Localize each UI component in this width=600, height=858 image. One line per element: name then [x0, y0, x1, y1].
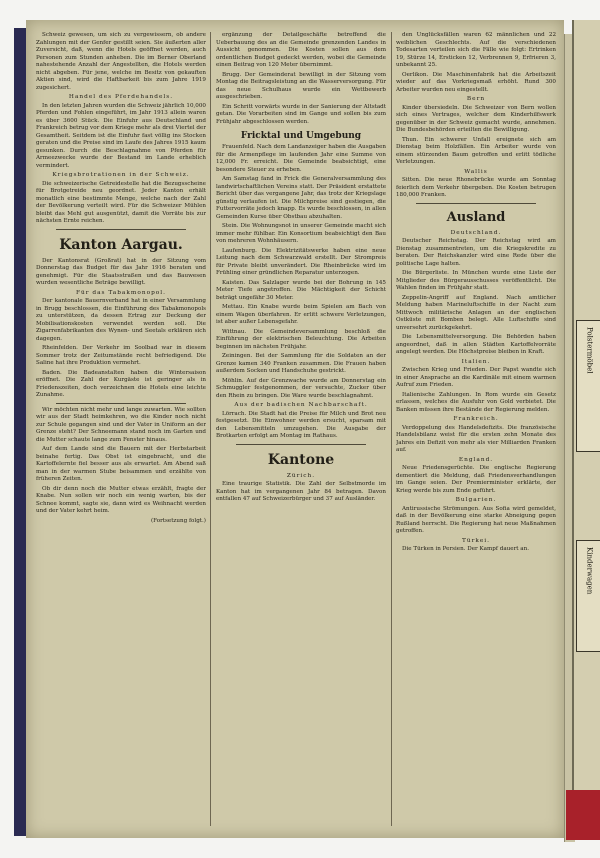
cover-corner: [566, 790, 600, 840]
paragraph: Verdoppelung des Handelsdefizits. Die französische Handelsbilanz weist für die ersten zehn Monate des Jahres ein Defizit von mehr als vier Milliarden Franken auf.: [396, 424, 556, 453]
column-right: [396, 32, 556, 826]
paragraph: (Fortsetzung folgt.): [150, 517, 206, 524]
advertisement-text: Polstermöbel: [585, 327, 594, 374]
section-subheading: Frankreich.: [453, 416, 499, 422]
paragraph: In den letzten Jahren wurden die Schweiz jährlich 10,000 Pferden und Fohlen eingeführt, im Jahr 1913 allein waren es über 3600 Stück. Die Einfuhr aus Deutschland und Frankreich betrug vor dem Kriege mehr als drei Viertel der Gesamtheit. Seitdem ist die Einfuhr fast völlig ins Stocken geraten und die Preise sind im Laufe des Jahres 1915 kaum gesunken. Durch die Beschlagnahme von Pferden für Armeezwecke wurde der Bestand im Lande erheblich vermindert.: [36, 102, 206, 169]
paragraph: Kaisten. Das Salzlager wurde bei der Bohrung in 145 Meter Tiefe angetroffen. Die Mächtigkeit der Schicht beträgt ungefähr 30 Meter.: [216, 279, 386, 301]
adjacent-page: [572, 20, 600, 838]
paragraph: Frauenfeld. Nach dem Landanzeiger haben die Ausgaben für die Armenpflege im laufenden Jahr eine Summe von 12,000 Fr. erreicht. Die Gemeinde beabsichtigt, eine besondere Steuer zu erheben.: [216, 144, 386, 173]
advertisement: [576, 540, 600, 652]
section-heading-ausland: Ausland: [446, 209, 506, 225]
section-heading-kantone: Kantone: [267, 451, 335, 468]
paragraph: Schweiz gewesen, um sich zu vergewissern, ob andere Zahlungen mit der Genfer gestillt seien. Sie äußerten aller Zuversicht, daß, wenn die Hotels geöffnet werden, auch Personen zum Stunden anheben. Die im Berner Oberland nahestehende Anzahl der Angestellten, die Hotels werden nicht abgeben. Für jene, welche im Besitz von gekauften Aktien sind, wird die Haftbarkeit bis zum Jahre 1919 zugesichert.: [36, 32, 206, 91]
divider: [416, 203, 536, 204]
advertisement: [576, 320, 600, 452]
paragraph: Zeiningen. Bei der Sammlung für die Soldaten an der Grenze kamen 340 Franken zusammen. Die Frauen haben außerdem Socken und Handschuhe gestrickt.: [216, 353, 386, 374]
section-subheading: England.: [458, 456, 494, 463]
paragraph: Auf dem Lande sind die Bauern mit der Herbstarbeit beinahe fertig. Das Obst ist eingebracht, und die Kartoffelernte fiel besser aus als erwartet. Am Abend saß man in der warmen Stube beisammen und erzählte von früheren Zeiten.: [36, 446, 206, 482]
section-subheading: Bulgarien.: [455, 497, 497, 503]
paragraph: Laufenburg. Die Elektrizitätswerke haben eine neue Leitung nach dem Schwarzwald erstellt. Der Strompreis für Private bleibt unverändert. Die Rheinbrücke wird im Frühling einer gründlichen Reparatur unterzogen.: [216, 247, 386, 276]
column-middle: [216, 32, 386, 826]
divider: [236, 444, 366, 445]
paragraph: Ein Schritt vorwärts wurde in der Sanierung der Altstadt getan. Die Vorarbeiten sind im Gange und sollen bis zum Frühjahr abgeschlossen werden.: [216, 103, 386, 125]
paragraph: Eine traurige Statistik. Die Zahl der Selbstmorde im Kanton hat im vergangenen Jahr 84 betragen. Davon entfallen 47 auf Schweizerbürger und 37 auf Ausländer.: [216, 481, 386, 502]
section-subheading: Zürich.: [286, 472, 316, 479]
paragraph: Neue Friedensgerüchte. Die englische Regierung dementiert die Meldung, daß Friedensverhandlungen im Gange seien. Der Premierminister erklärte, der Krieg werde bis zum Ende geführt.: [396, 465, 556, 494]
paragraph: Italienische Zahlungen. In Rom wurde ein Gesetz erlassen, welches die Ausfuhr von Gold verbietet. Die Banken müssen ihre Bestände der Regierung melden.: [396, 391, 556, 413]
section-subheading: Aus der badischen Nachbarschaft.: [234, 402, 368, 408]
paragraph: den Unglücksfällen waren 62 männlichen und 22 weiblichen Geschlechts. Auf die verschiedenen Todesarten verteilen sich die Fälle wie folgt: Ertrinken 19, Stürze 14, Ersticken 12, Verbrennen 9, Erfrieren 3, unbekannt 25.: [396, 32, 556, 68]
paragraph: Der Kantonsrat (Großrat) hat in der Sitzung vom Donnerstag das Budget für das Jahr 1916 beraten und genehmigt. Für die Staatsstraßen und das Bauwesen wurden wesentliche Beträge bewilligt.: [36, 257, 206, 286]
paragraph: Die Lebensmittelversorgung. Die Behörden haben angeordnet, daß in allen Städten Kartoffelvorräte angelegt werden. Die Höchstpreise bleiben in Kraft.: [396, 334, 556, 355]
paragraph: Die Bürgerliste. In München wurde eine Liste der Mitglieder des Bürgerausschusses veröffentlicht. Die Wahlen finden im Frühjahr statt.: [396, 270, 556, 291]
paragraph: Lörrach. Die Stadt hat die Preise für Milch und Brot neu festgesetzt. Die Einwohner werden ersucht, sparsam mit den Lebensmitteln umzugehen. Die Ausgabe der Brotkarten erfolgt am Montag im Rathaus.: [216, 410, 386, 439]
column-divider: [210, 32, 211, 826]
paragraph: Die schweizerische Getreidestelle hat die Bezugsscheine für Brotgetreide neu geordnet. Jeder Kanton erhält monatlich eine bestimmte Menge, welche nach der Zahl der Bevölkerung verteilt wird. Für die Schweizer Mühlen bleibt das Mehl gut ausgenützt, damit die Vorräte bis zur nächsten Ernte reichen.: [36, 180, 206, 224]
section-subheading: Kriegsbrotrationen in der Schweiz.: [52, 172, 190, 178]
paragraph: Die Türken in Persien. Der Kampf dauert an.: [402, 546, 529, 552]
advertisement-text: Kinderwagen: [585, 547, 594, 595]
paragraph: Oerlikon. Die Maschinenfabrik hat die Arbeitszeit wieder auf das Vorkriegsmaß erhöht. Rund 300 Arbeiter wurden neu eingestellt.: [396, 71, 556, 93]
paragraph: Der kantonale Bauernverband hat in einer Versammlung in Brugg beschlossen, die Einführung des Tabakmonopols zu unterstützen, da dessen Ertrag zur Deckung der Mobilisationskosten verwendet werden soll. Die Zigarrenfabrikanten des Wynen- und Seetals erklären sich dagegen.: [36, 298, 206, 342]
newspaper-page: [26, 20, 564, 838]
section-subheading: Handel des Pferdehandels.: [68, 94, 174, 100]
paragraph: Baden. Die Badeanstalten haben die Wintersaison eröffnet. Die Zahl der Kurgäste ist geringer als in Friedenszeiten, doch verzeichnen die Hotels eine leichte Zunahme.: [36, 369, 206, 398]
section-heading-kanton-aargau: Kanton Aargau.: [59, 236, 183, 253]
paragraph: Wir möchten nicht mehr und lange zuwarten. Wie sollten wir aus der Stadt heimkehren, wo die Kinder noch nicht zur Schule gegangen sind und der Vater in Uniform an der Grenze steht? Der Schneemann stand noch im Garten und die Mutter schaute lange zum Fenster hinaus.: [36, 406, 206, 443]
section-subheading: Deutschland.: [450, 229, 502, 236]
paragraph: Wittnau. Die Gemeindeversammlung beschloß die Einführung der elektrischen Beleuchtung. Die Arbeiten beginnen im nächsten Frühjahr.: [216, 328, 386, 350]
paragraph: Rheinfelden. Der Verkehr im Soolbad war in diesem Sommer trotz der Zeitumstände recht befriedigend. Die Saline hat ihre Produktion vermehrt.: [36, 345, 206, 366]
paragraph: Kinder übersiedeln. Die Schweizer von Bern wollen sich eines Vertrages, welcher dem Kinderhilfswerk gegenüber in der Schweiz gemacht wurde, annehmen. Die Bundesbehörden erteilten die Bewilligung.: [396, 104, 556, 133]
paragraph: Ob dir denn noch die Mutter etwas erzählt, fragte der Knabe. Nun sollen wir noch ein wenig warten, bis der Schnee kommt, sagte sie, dann wird es Weihnacht werden und der Vater kehrt heim.: [36, 485, 206, 514]
divider: [56, 229, 186, 230]
paragraph: Thun. Ein schwerer Unfall ereignete sich am Dienstag beim Holzfällen. Ein Arbeiter wurde von einem stürzenden Baum getroffen und erlitt tödliche Verletzungen.: [396, 136, 556, 165]
paragraph: Mettau. Ein Knabe wurde beim Spielen am Bach von einem Wagen überfahren. Er erlitt schwere Verletzungen, ist aber außer Lebensgefahr.: [216, 304, 386, 325]
paragraph: Möhlin. Auf der Grenzwache wurde am Donnerstag ein Schmuggler festgenommen, der versuchte, Zucker über den Rhein zu bringen. Die Ware wurde beschlagnahmt.: [216, 377, 386, 399]
column-divider: [391, 32, 392, 826]
section-subheading: Wallis: [464, 168, 488, 175]
section-subheading: Für das Tabakmonopol.: [75, 289, 166, 296]
section-subheading: Türkei.: [461, 537, 490, 544]
column-left: [36, 32, 206, 826]
section-subheading: Italien.: [461, 358, 491, 365]
paragraph: Brugg. Der Gemeinderat bewilligt in der Sitzung vom Montag die Beitragsleistung an die Wasserversorgung. Für das neue Schulhaus wurde ein Wettbewerb ausgeschrieben.: [216, 71, 386, 100]
section-heading-fricktal: Fricktal und Umgebung: [240, 131, 362, 141]
divider: [56, 403, 186, 404]
paragraph: Deutscher Reichstag. Der Reichstag wird am Dienstag zusammentreten, um die Kriegskredite zu beraten. Der Reichskanzler wird eine Rede über die politische Lage halten.: [396, 238, 556, 267]
paragraph: Am Samstag fand in Frick die Generalversammlung des landwirtschaftlichen Vereins statt. Der Präsident erstattete Bericht über das vergangene Jahr, das trotz der Kriegslage günstig verlaufen ist. Die Milchpreise sind gestiegen, die Futtervorräte jedoch knapp. Es wurde beschlossen, in allen Gemeinden Kurse über Obstbau abzuhalten.: [216, 176, 386, 220]
section-subheading: Bern: [466, 96, 486, 102]
paragraph: Stein. Die Wohnungsnot in unserer Gemeinde macht sich immer mehr fühlbar. Ein Konsortium beabsichtigt den Bau von mehreren Wohnhäusern.: [216, 223, 386, 244]
paragraph: Zwischen Krieg und Frieden. Der Papst wandte sich in einer Ansprache an die Kardinäle mit einem warmen Aufruf zum Frieden.: [396, 367, 556, 388]
paragraph: ergänzung der Detailgeschäfte betreffend die Ueberbauung des an die Gemeinde grenzenden Landes in Aussicht genommen. Die Kosten sollen aus dem ordentlichen Budget gedeckt werden, wobei die Gemeinde einen Beitrag von 120 Meter übernimmt.: [216, 32, 386, 68]
paragraph: Zeppelin-Angriff auf England. Nach amtlicher Meldung haben Marineluftschiffe in der Nacht zum Mittwoch militärische Anlagen an der englischen Ostküste mit Bomben belegt. Alle Luftschiffe sind unversehrt zurückgekehrt.: [396, 294, 556, 331]
paragraph: Sitten. Die neue Rhonebrücke wurde am Sonntag feierlich dem Verkehr übergeben. Die Kosten betrugen 180,000 Franken.: [396, 177, 556, 198]
paragraph: Antirussische Strömungen. Aus Sofia wird gemeldet, daß in der Bevölkerung eine starke Abneigung gegen Rußland herrscht. Die Regierung hat neue Maßnahmen getroffen.: [396, 505, 556, 534]
